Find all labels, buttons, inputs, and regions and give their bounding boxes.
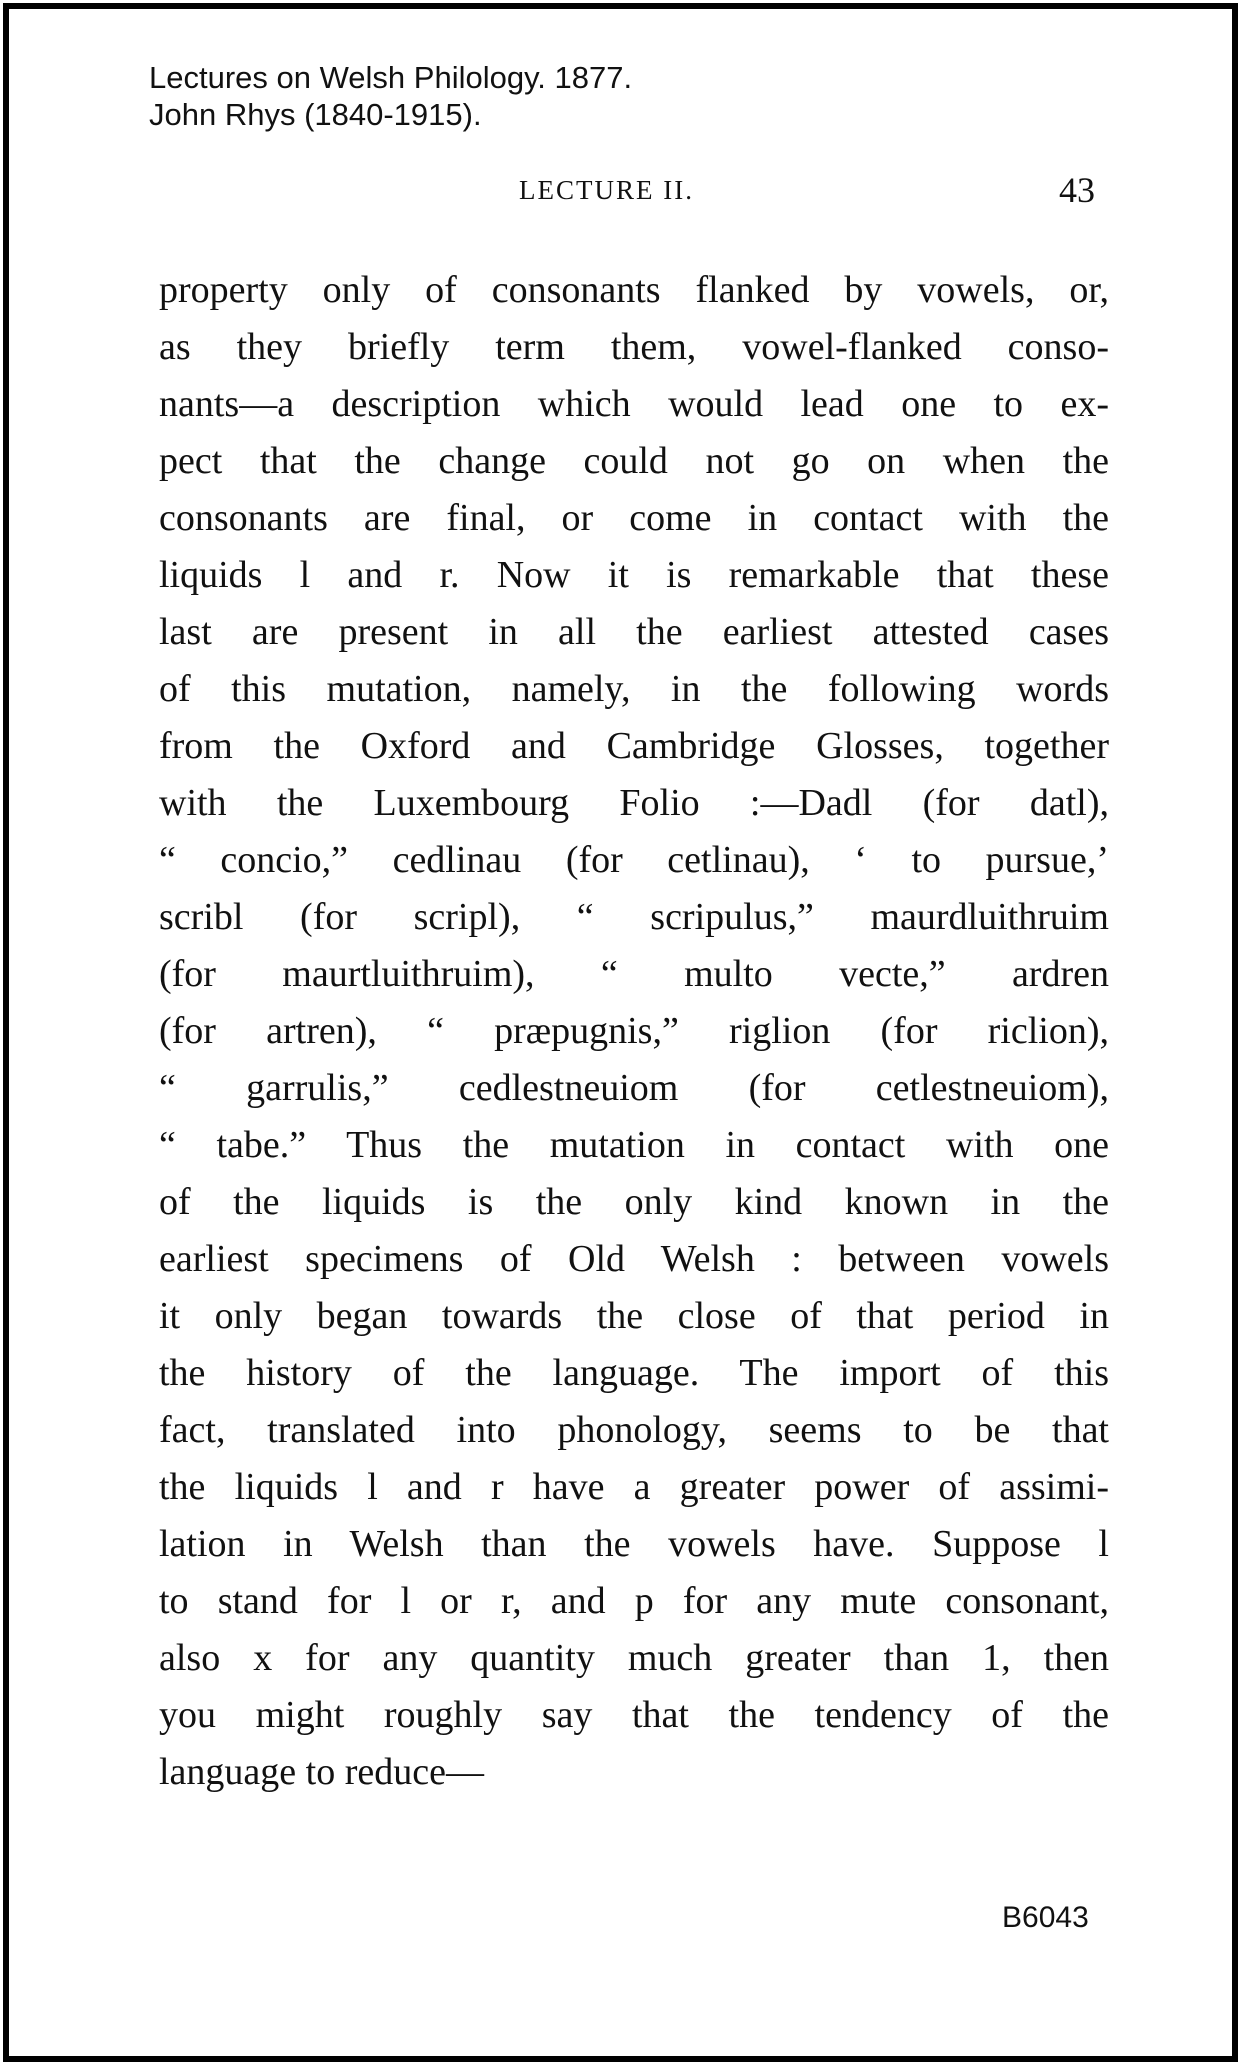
text-line: with the Luxembourg Folio :—Dadl (for datl), (159, 782, 1109, 824)
text-line: as they briefly term them, vowel-flanked conso- (159, 326, 1109, 368)
text-line: the liquids l and r have a greater power of assimi- (159, 1466, 1109, 1508)
text-line: it only began towards the close of that period in (159, 1295, 1109, 1337)
text-line: “ garrulis,” cedlestneuiom (for cetlestneuiom), (159, 1067, 1109, 1109)
text-line: also x for any quantity much greater than 1, then (159, 1637, 1109, 1679)
text-line: (for maurtluithruim), “ multo vecte,” ardren (159, 953, 1109, 995)
citation-title: Lectures on Welsh Philology. 1877. (149, 60, 633, 95)
citation-caption (149, 59, 632, 133)
text-line: liquids l and r. Now it is remarkable that these (159, 554, 1109, 596)
text-line: to stand for l or r, and p for any mute consonant, (159, 1580, 1109, 1622)
text-line: of this mutation, namely, in the following words (159, 668, 1109, 710)
text-line: property only of consonants flanked by vowels, or, (159, 269, 1109, 311)
page-frame (3, 3, 1238, 2062)
text-line: you might roughly say that the tendency of the (159, 1694, 1109, 1736)
text-line: scribl (for scripl), “ scripulus,” maurdluithruim (159, 896, 1109, 938)
text-line: fact, translated into phonology, seems to be that (159, 1409, 1109, 1451)
catalog-code: B6043 (1002, 1901, 1089, 1934)
text-line: earliest specimens of Old Welsh : between vowels (159, 1238, 1109, 1280)
text-line: nants—a description which would lead one to ex- (159, 383, 1109, 425)
text-line: consonants are final, or come in contact with the (159, 497, 1109, 539)
running-head (9, 169, 1232, 213)
citation-author: John Rhys (1840-1915). (149, 97, 482, 132)
body-text (159, 262, 1109, 1801)
text-line: from the Oxford and Cambridge Glosses, together (159, 725, 1109, 767)
text-line: lation in Welsh than the vowels have. Suppose l (159, 1523, 1109, 1565)
text-line: (for artren), “ præpugnis,” riglion (for riclion), (159, 1010, 1109, 1052)
text-line: pect that the change could not go on when the (159, 440, 1109, 482)
page-number: 43 (1059, 170, 1095, 210)
text-line: “ tabe.” Thus the mutation in contact with one (159, 1124, 1109, 1166)
lecture-title: LECTURE II. (519, 175, 694, 205)
text-line: “ concio,” cedlinau (for cetlinau), ‘ to pursue,’ (159, 839, 1109, 881)
text-line: last are present in all the earliest attested cases (159, 611, 1109, 653)
text-line: language to reduce— (159, 1751, 484, 1793)
text-line: of the liquids is the only kind known in the (159, 1181, 1109, 1223)
text-line: the history of the language. The import of this (159, 1352, 1109, 1394)
